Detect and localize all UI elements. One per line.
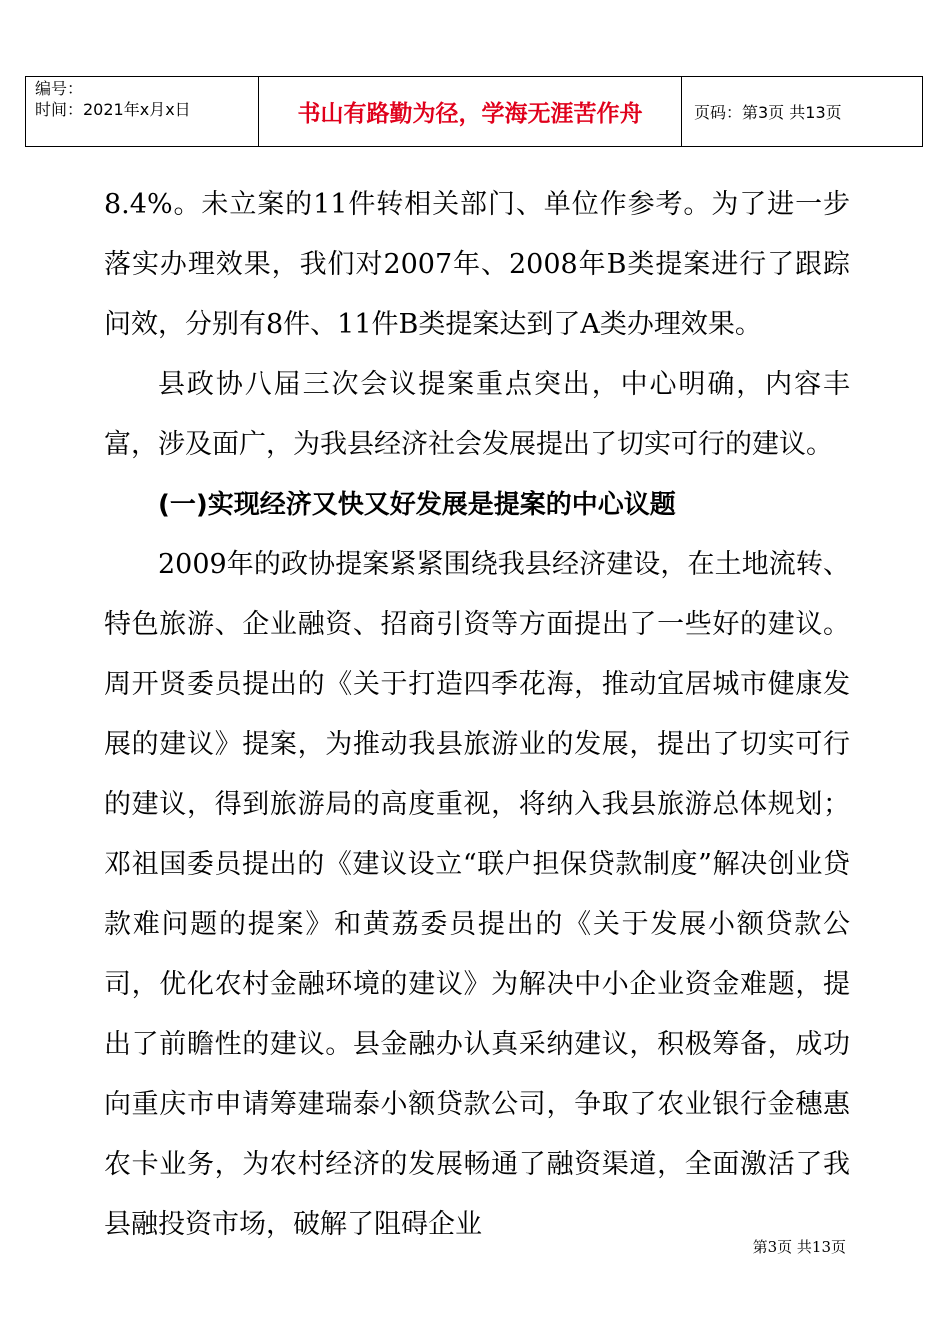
- header-table: [25, 76, 923, 147]
- header-meta-cell: [26, 77, 259, 147]
- paragraph-continuation: 8.4%。未立案的11件转相关部门、单位作参考。为了进一步落实办理效果，我们对2007年、2008年B类提案进行了跟踪问效，分别有8件、11件B类提案达到了A类办理效果。: [104, 189, 850, 340]
- header-motto-cell: [259, 77, 682, 147]
- paragraph-summary: 县政协八届三次会议提案重点突出，中心明确，内容丰富，涉及面广，为我县经济社会发展提出了切实可行的建议。: [104, 369, 850, 460]
- paragraph-economy: 2009年的政协提案紧紧围绕我县经济建设，在土地流转、特色旅游、企业融资、招商引资等方面提出了一些好的建议。周开贤委员提出的《关于打造四季花海，推动宜居城市健康发展的建议》提案，为推动我县旅游业的发展，提出了切实可行的建议，得到旅游局的高度重视，将纳入我县旅游总体规划；邓祖国委员提出的《建议设立“联户担保贷款制度”解决创业贷款难问题的提案》和黄荔委员提出的《关于发展小额贷款公司，优化农村金融环境的建议》为解决中小企业资金难题，提出了前瞻性的建议。县金融办认真采纳建议，积极筹备，成功向重庆市申请筹建瑞泰小额贷款公司，争取了农业银行金穗惠农卡业务，为农村经济的发展畅通了融资渠道，全面激活了我县融投资市场，破解了阻碍企业: [104, 549, 850, 1240]
- footer-page-info: 第3页 共13页: [752, 1238, 846, 1256]
- header-page-info: 页码：第3页 共13页: [694, 103, 842, 122]
- document-time-label: 时间：2021年x月x日: [35, 100, 191, 119]
- section-heading: (一)实现经济又快又好发展是提案的中心议题: [158, 490, 676, 520]
- document-number-label: 编号：: [35, 79, 84, 98]
- header-motto: 书山有路勤为径，学海无涯苦作舟: [297, 101, 643, 127]
- header-page-cell: [682, 77, 923, 147]
- document-body: [104, 175, 850, 1255]
